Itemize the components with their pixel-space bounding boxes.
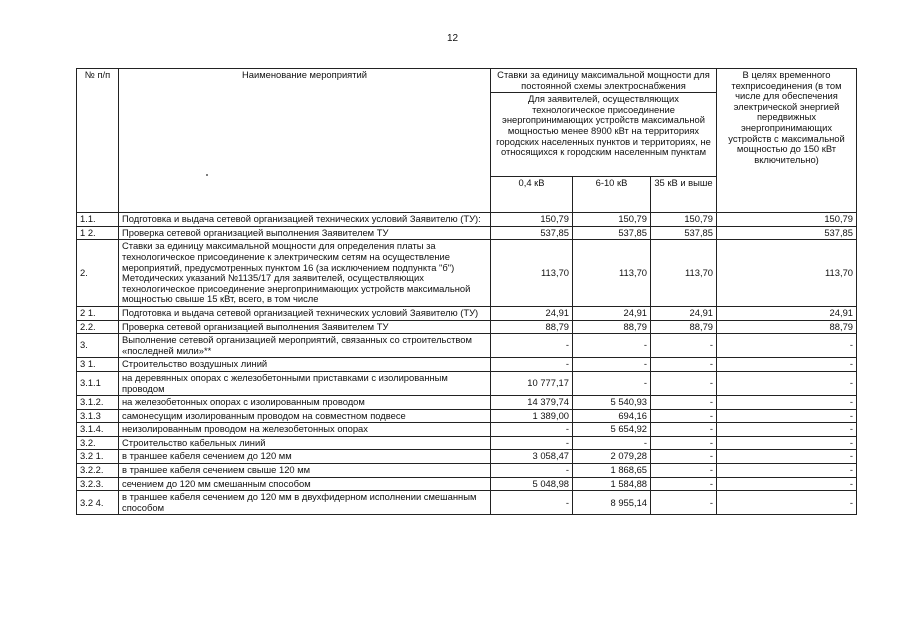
value-temporary: - (717, 409, 857, 423)
row-name: Подготовка и выдача сетевой организацией технических условий Заявителю (ТУ): (119, 213, 491, 227)
table-row (77, 213, 857, 227)
table-row (77, 464, 857, 478)
value-04kv: 1 389,00 (491, 409, 573, 423)
value-35kv: - (651, 491, 717, 515)
value-6-10kv: 88,79 (573, 320, 651, 334)
value-35kv: - (651, 358, 717, 372)
value-04kv: 10 777,17 (491, 371, 573, 395)
value-35kv: 88,79 (651, 320, 717, 334)
row-name: Ставки за единицу максимальной мощности для определения платы за технологическое присоединение к электрическим сетям на осуществление мероприятий, предусмотренных пунктом 16 (за исключением подпункта "б") Методических указаний №1135/17 для заявителей, осуществляющих технологическое присоединение энергопринимающих устройств максимальной мощностью свыше 15 кВт, всего, в том числе (119, 240, 491, 307)
value-04kv: 113,70 (491, 240, 573, 307)
row-number: 3.1.4. (77, 423, 119, 437)
value-temporary: - (717, 477, 857, 491)
value-35kv: - (651, 396, 717, 410)
table-row (77, 371, 857, 395)
row-name: Строительство кабельных линий (119, 436, 491, 450)
row-number: 3.2 1. (77, 450, 119, 464)
row-name: самонесущим изолированным проводом на совместном подвесе (119, 409, 491, 423)
row-number: 1.1. (77, 213, 119, 227)
value-6-10kv: 24,91 (573, 306, 651, 320)
value-04kv: 88,79 (491, 320, 573, 334)
value-6-10kv: 8 955,14 (573, 491, 651, 515)
value-6-10kv: 1 868,65 (573, 464, 651, 478)
value-6-10kv: 537,85 (573, 226, 651, 240)
table-row (77, 240, 857, 307)
value-35kv: - (651, 464, 717, 478)
table-row (77, 423, 857, 437)
row-number: 3.2.2. (77, 464, 119, 478)
value-temporary: 150,79 (717, 213, 857, 227)
value-temporary: 537,85 (717, 226, 857, 240)
header-voltage-35: 35 кВ и выше (651, 177, 717, 213)
row-number: 3.1.3 (77, 409, 119, 423)
value-35kv: - (651, 436, 717, 450)
value-temporary: - (717, 450, 857, 464)
value-temporary: 113,70 (717, 240, 857, 307)
row-name: в траншее кабеля сечением до 120 мм (119, 450, 491, 464)
value-6-10kv: 113,70 (573, 240, 651, 307)
value-04kv: - (491, 423, 573, 437)
value-04kv: 14 379,74 (491, 396, 573, 410)
value-04kv: 537,85 (491, 226, 573, 240)
row-number: 3.2 4. (77, 491, 119, 515)
row-name: в траншее кабеля сечением свыше 120 мм (119, 464, 491, 478)
value-35kv: - (651, 477, 717, 491)
value-temporary: - (717, 436, 857, 450)
table-row (77, 409, 857, 423)
page-number: 12 (446, 33, 459, 44)
row-number: 3 1. (77, 358, 119, 372)
row-name: в траншее кабеля сечением до 120 мм в двухфидерном исполнении смешанным способом (119, 491, 491, 515)
tariff-table (76, 68, 857, 515)
value-temporary: - (717, 396, 857, 410)
value-6-10kv: 2 079,28 (573, 450, 651, 464)
value-04kv: - (491, 334, 573, 358)
value-35kv: - (651, 423, 717, 437)
table-row (77, 320, 857, 334)
header-voltage-610: 6-10 кВ (573, 177, 651, 213)
row-name: сечением до 120 мм смешанным способом (119, 477, 491, 491)
row-name: Строительство воздушных линий (119, 358, 491, 372)
value-temporary: 88,79 (717, 320, 857, 334)
row-number: 2.2. (77, 320, 119, 334)
value-35kv: - (651, 450, 717, 464)
value-temporary: - (717, 358, 857, 372)
row-name: Проверка сетевой организацией выполнения Заявителем ТУ (119, 226, 491, 240)
value-04kv: 5 048,98 (491, 477, 573, 491)
header-temporary: В целях временного техприсоединения (в том числе для обеспечения электрической энергией передвижных энергопринимающих устройств с максимальной мощностью до 150 кВт включительно) (717, 69, 857, 213)
value-35kv: 113,70 (651, 240, 717, 307)
value-temporary: - (717, 423, 857, 437)
value-6-10kv: 694,16 (573, 409, 651, 423)
row-name: Выполнение сетевой организацией мероприятий, связанных со строительством «последней мили»** (119, 334, 491, 358)
value-04kv: 3 058,47 (491, 450, 573, 464)
value-6-10kv: 1 584,88 (573, 477, 651, 491)
value-35kv: 150,79 (651, 213, 717, 227)
value-35kv: - (651, 409, 717, 423)
value-temporary: - (717, 334, 857, 358)
value-6-10kv: - (573, 334, 651, 358)
value-35kv: 537,85 (651, 226, 717, 240)
value-6-10kv: - (573, 436, 651, 450)
value-04kv: 24,91 (491, 306, 573, 320)
table-row (77, 334, 857, 358)
value-temporary: - (717, 491, 857, 515)
value-temporary: - (717, 464, 857, 478)
value-6-10kv: 5 540,93 (573, 396, 651, 410)
tariff-table-body (77, 69, 857, 515)
value-04kv: - (491, 464, 573, 478)
row-number: 3. (77, 334, 119, 358)
table-row (77, 450, 857, 464)
value-04kv: - (491, 358, 573, 372)
value-6-10kv: 5 654,92 (573, 423, 651, 437)
value-6-10kv: 150,79 (573, 213, 651, 227)
value-04kv: 150,79 (491, 213, 573, 227)
row-name: Проверка сетевой организацией выполнения Заявителем ТУ (119, 320, 491, 334)
value-6-10kv: - (573, 358, 651, 372)
table-row (77, 477, 857, 491)
value-35kv: - (651, 371, 717, 395)
value-temporary: 24,91 (717, 306, 857, 320)
row-name: неизолированным проводом на железобетонных опорах (119, 423, 491, 437)
row-name: Подготовка и выдача сетевой организацией технических условий Заявителю (ТУ) (119, 306, 491, 320)
table-row (77, 491, 857, 515)
table-row (77, 396, 857, 410)
table-row (77, 306, 857, 320)
header-row-1 (77, 69, 857, 93)
value-35kv: 24,91 (651, 306, 717, 320)
table-row (77, 358, 857, 372)
row-number: 3.1.2. (77, 396, 119, 410)
header-applicants-group: Для заявителей, осуществляющих технологическое присоединение энергопринимающих устройств максимальной мощностью менее 8900 кВт на территориях городских населенных пунктов и территориях, не относящихся к городским населенным пунктам (491, 93, 717, 177)
row-number: 2. (77, 240, 119, 307)
row-number: 1 2. (77, 226, 119, 240)
header-num: № п/п (77, 69, 119, 213)
row-number: 2 1. (77, 306, 119, 320)
row-name: на деревянных опорах с железобетонными приставками с изолированным проводом (119, 371, 491, 395)
value-35kv: - (651, 334, 717, 358)
row-number: 3.1.1 (77, 371, 119, 395)
header-name: Наименование мероприятий (119, 69, 491, 213)
value-04kv: - (491, 491, 573, 515)
value-04kv: - (491, 436, 573, 450)
row-number: 3.2. (77, 436, 119, 450)
table-row (77, 226, 857, 240)
header-rates-group: Ставки за единицу максимальной мощности для постоянной схемы электроснабжения (491, 69, 717, 93)
table-row (77, 436, 857, 450)
value-temporary: - (717, 371, 857, 395)
row-number: 3.2.3. (77, 477, 119, 491)
row-name: на железобетонных опорах с изолированным проводом (119, 396, 491, 410)
value-6-10kv: - (573, 371, 651, 395)
header-voltage-04: 0,4 кВ (491, 177, 573, 213)
